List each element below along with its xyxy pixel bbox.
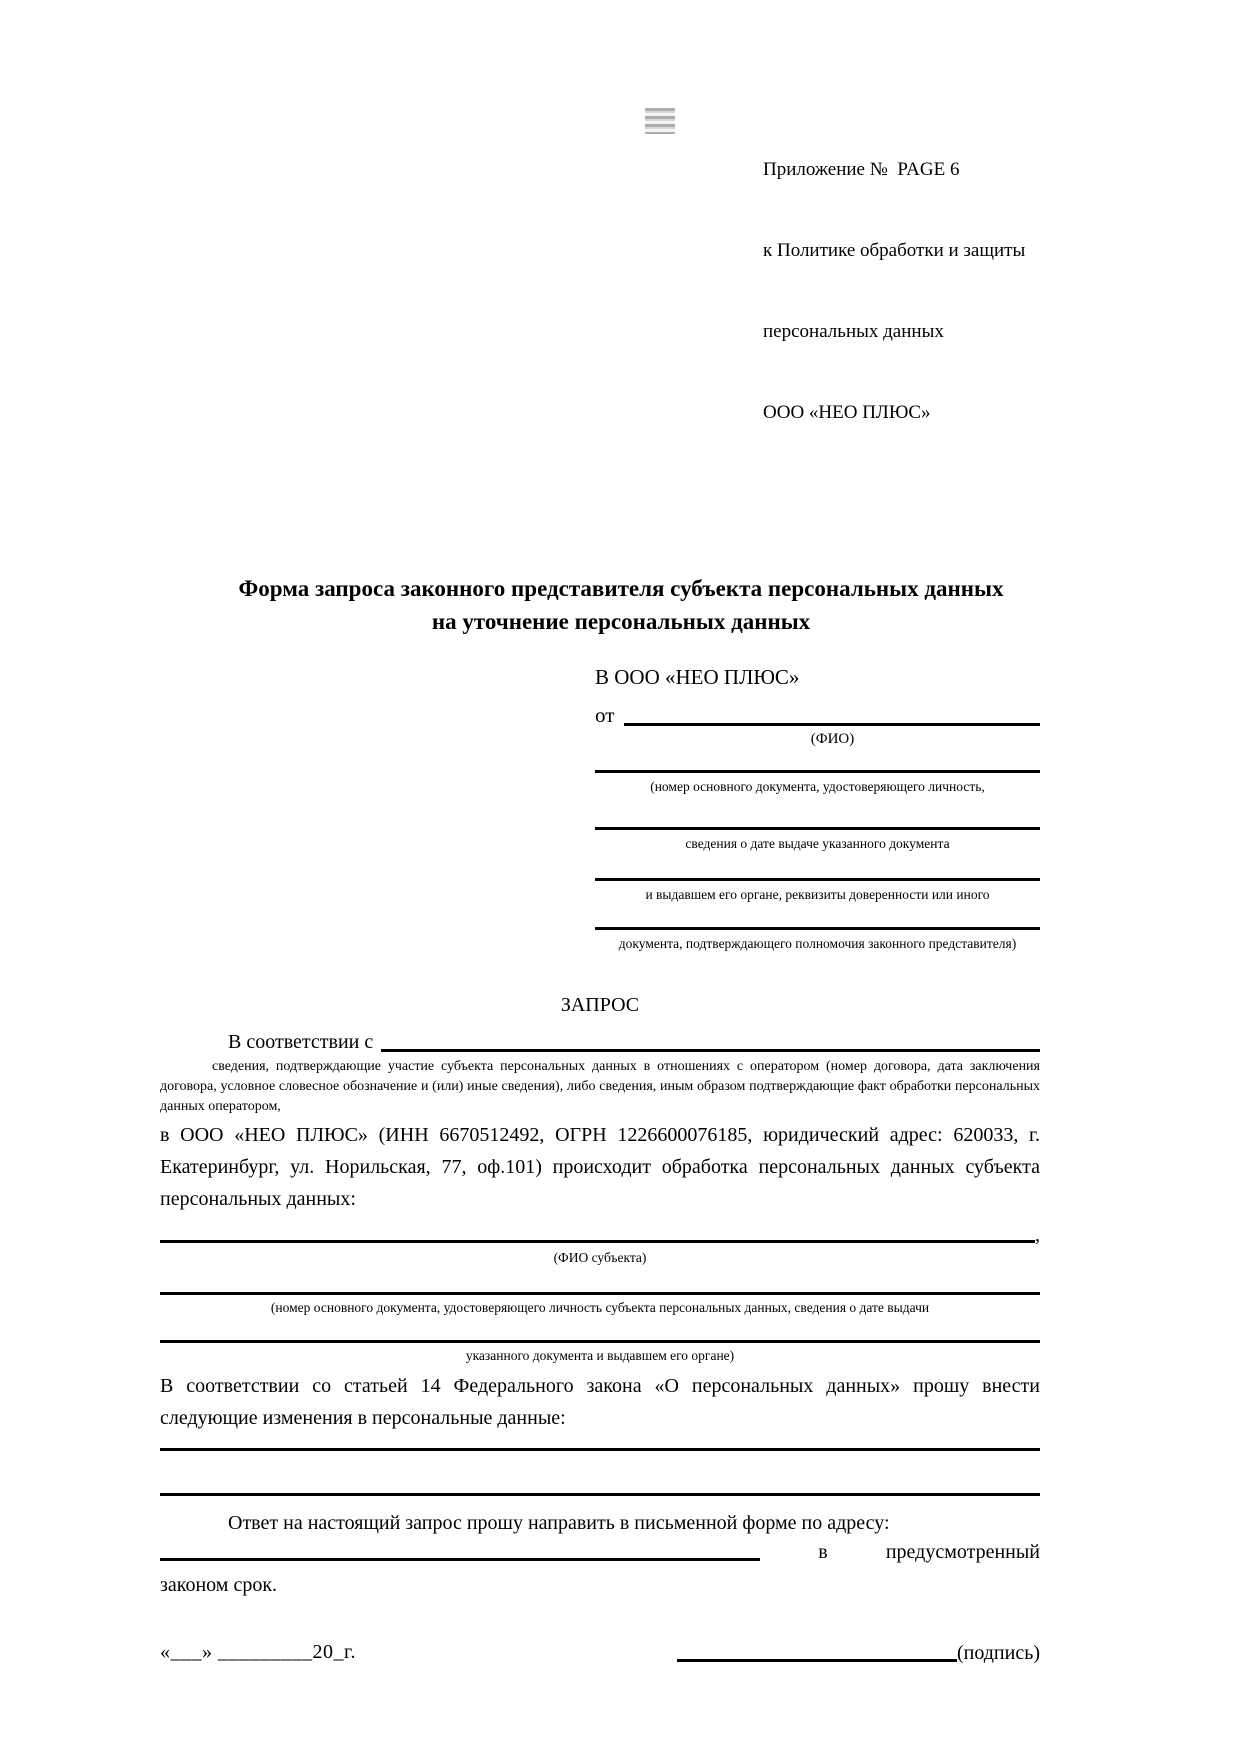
- doc-issue-date-blank-field: [595, 827, 1040, 830]
- changes-blank-field-1: [160, 1448, 1040, 1451]
- subject-fio-blank-field: [160, 1240, 1035, 1243]
- request-heading: ЗАПРОС: [560, 994, 640, 1016]
- changes-blank-field-2: [160, 1493, 1040, 1496]
- form-title-line1: Форма запроса законного представителя субъекта персональных данных: [238, 576, 1004, 601]
- header-appendix-line: Приложение № PAGE 6: [763, 159, 960, 180]
- accordance-label: В соответствии с: [228, 1031, 374, 1053]
- answer-intro: Ответ на настоящий запрос прошу направить в письменной форме по адресу:: [228, 1512, 890, 1534]
- date-blank-line: «___» _________20_г.: [160, 1641, 356, 1663]
- caption-subject-doc-issuer: указанного документа и выдавшем его органе): [465, 1348, 735, 1363]
- signature-group: [677, 1641, 1040, 1665]
- authority-doc-blank-field: [595, 927, 1040, 930]
- address-blank-field: [160, 1558, 760, 1561]
- document-body: [160, 992, 1040, 1665]
- header-policy-line: к Политике обработки и защиты: [763, 240, 1026, 261]
- blurred-text-artifact-icon: [645, 108, 675, 134]
- caption-issue-date: сведения о дате выдаче указанного документа: [685, 836, 950, 851]
- caption-fio: (ФИО): [810, 731, 855, 747]
- caption-doc-number: (номер основного документа, удостоверяющего личность,: [650, 779, 985, 794]
- from-row: [595, 702, 1040, 726]
- signature-blank-field: [677, 1659, 957, 1662]
- doc-issuer-blank-field: [595, 878, 1040, 881]
- caption-subject-doc: (номер основного документа, удостоверяющего личность субъекта персональных данных, сведения о дате выдачи: [270, 1300, 930, 1315]
- form-title-line2: на уточнение персональных данных: [431, 609, 811, 634]
- header-org-name: ООО «НЕО ПЛЮС»: [763, 402, 931, 423]
- from-label: от: [595, 703, 615, 727]
- date-signature-row: [160, 1639, 1040, 1665]
- caption-subject-fio: (ФИО субъекта): [553, 1250, 647, 1265]
- answer-word-term: предусмотренный: [885, 1541, 1040, 1563]
- form-title: [60, 572, 1182, 638]
- header-policy-line2: персональных данных: [763, 321, 944, 342]
- subject-doc-issuer-blank-field: [160, 1340, 1040, 1343]
- subject-doc-blank-field: [160, 1292, 1040, 1295]
- answer-word-v: в: [818, 1541, 828, 1563]
- caption-issuer: и выдавшем его органе, реквизиты доверенности или иного: [645, 887, 990, 902]
- header-block: [763, 102, 1202, 480]
- answer-address-row: [160, 1539, 1040, 1563]
- addressee-block: [595, 664, 1040, 952]
- operator-paragraph: в ООО «НЕО ПЛЮС» (ИНН 6670512492, ОГРН 1226600076185, юридический адрес: 620033, г. Екатеринбург, ул. Норильская, 77, оф.101) происходит обработка персональных данных субъекта персональных данных:: [160, 1124, 1040, 1210]
- caption-authority-doc: документа, подтверждающего полномочия законного представителя): [618, 936, 1017, 951]
- representative-fio-blank-field: [624, 723, 1040, 726]
- subject-fio-row: [160, 1225, 1040, 1245]
- caption-signature: (подпись): [956, 1642, 1040, 1664]
- answer-tail: законом срок.: [160, 1574, 278, 1596]
- addressee-org: В ООО «НЕО ПЛЮС»: [595, 665, 800, 689]
- accordance-row: [160, 1027, 1040, 1054]
- accordance-footnote: сведения, подтверждающие участие субъекта персональных данных в отношениях с оператором (номер договора, дата заключения договора, условное словесное обозначение и (или) иные сведения), либо сведения, иным образом подтверждающие факт обработки персональных данных оператором,: [160, 1059, 1040, 1114]
- trailing-comma: ,: [1035, 1224, 1040, 1246]
- article-paragraph: В соответствии со статьей 14 Федерального закона «О персональных данных» прошу внести следующие изменения в персональные данные:: [160, 1375, 1040, 1429]
- accordance-blank-field: [381, 1049, 1040, 1052]
- representative-doc-number-blank-field: [595, 770, 1040, 773]
